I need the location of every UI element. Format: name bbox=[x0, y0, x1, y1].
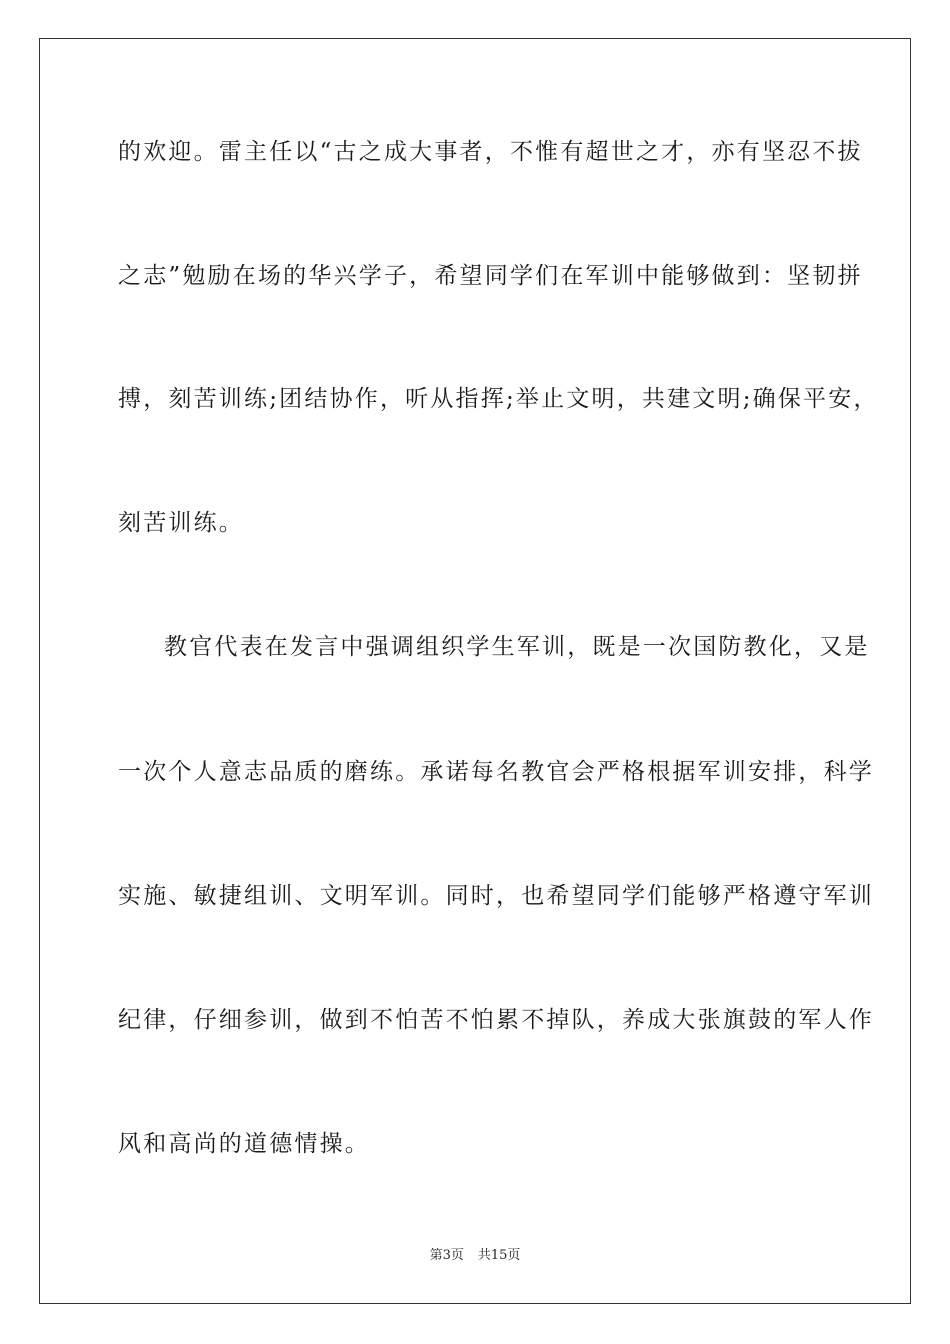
paragraph-2-line-5: 风和高尚的道德情操。 bbox=[118, 1131, 370, 1157]
page-footer bbox=[0, 1247, 950, 1265]
paragraph-1-line-3: 搏，刻苦训练;团结协作，听从指挥;举止文明，共建文明;确保平安， bbox=[118, 386, 879, 412]
page-border bbox=[39, 38, 911, 1304]
paragraph-1-line-4: 刻苦训练。 bbox=[118, 510, 244, 536]
page-total: 共15页 bbox=[477, 1248, 521, 1263]
paragraph-2-line-3: 实施、敏捷组训、文明军训。同时，也希望同学们能够严格遵守军训 bbox=[118, 883, 874, 909]
paragraph-2-line-4: 纪律，仔细参训，做到不怕苦不怕累不掉队，养成大张旗鼓的军人作 bbox=[118, 1007, 874, 1033]
paragraph-1-line-1: 的欢迎。雷主任以“古之成大事者，不惟有超世之才，亦有坚忍不拔 bbox=[118, 139, 863, 165]
paragraph-2-line-1: 教官代表在发言中强调组织学生军训，既是一次国防教化，又是 bbox=[164, 634, 870, 660]
paragraph-1-line-2: 之志”勉励在场的华兴学子，希望同学们在军训中能够做到：坚韧拼 bbox=[118, 263, 863, 289]
page-number: 第3页 bbox=[429, 1248, 464, 1263]
paragraph-2-line-2: 一次个人意志品质的磨练。承诺每名教官会严格根据军训安排，科学 bbox=[118, 759, 874, 785]
